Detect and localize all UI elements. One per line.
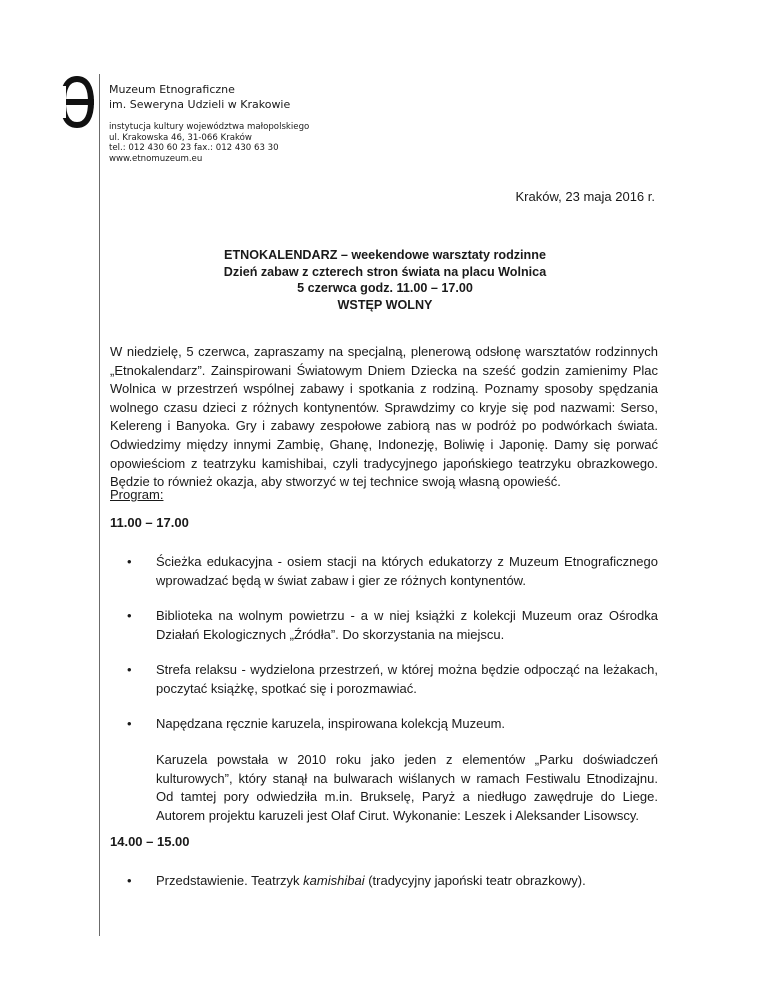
list-item-text: Napędzana ręcznie karuzela, inspirowana kolekcją Muzeum.	[156, 716, 506, 731]
text-segment: (tradycyjny japoński teatr obrazkowy).	[364, 873, 586, 888]
document-title	[110, 247, 660, 313]
text-segment: Przedstawienie. Teatrzyk	[156, 873, 304, 888]
title-line2: Dzień zabaw z czterech stron świata na placu Wolnica	[223, 264, 547, 279]
list-item-text: Strefa relaksu - wydzielona przestrzeń, w której można będzie odpocząć na leżakach, poczytać książkę, spotkać się i porozmawiać.	[156, 662, 658, 696]
document-date: Kraków, 23 maja 2016 r.	[515, 189, 655, 204]
list-item-text: Ścieżka edukacyjna - osiem stacji na których edukatorzy z Muzeum Etnograficznego wprowadzać będą w świat zabaw i gier ze różnych kontynentów.	[156, 554, 658, 588]
list-item	[110, 872, 658, 891]
list-item	[110, 607, 658, 644]
institution-line: instytucja kultury województwa małopolskiego	[109, 122, 310, 132]
title-line4: WSTĘP WOLNY	[337, 297, 433, 312]
website-line: www.etnomuzeum.eu	[109, 153, 203, 164]
bullet: •	[127, 554, 132, 569]
list-item	[110, 715, 658, 734]
phone-fax-line: tel.: 012 430 60 23 fax.: 012 430 63 30	[109, 143, 279, 154]
museum-contact-info	[109, 122, 309, 164]
address-line: ul. Krakowska 46, 31-066 Kraków	[109, 132, 252, 143]
bullet: •	[127, 662, 132, 677]
title-line3: 5 czerwca godz. 11.00 – 17.00	[297, 281, 473, 295]
museum-e-logo-icon	[60, 76, 94, 128]
museum-name	[109, 82, 290, 112]
bullet: •	[127, 716, 132, 731]
time-block-1: 11.00 – 17.00	[110, 515, 189, 530]
intro-paragraph: W niedzielę, 5 czerwca, zapraszamy na specjalną, plenerową odsłonę warsztatów rodzinnych „Etnokalendarz”. Zainspirowani Światowym Dniem Dziecka na sześć godzin zamienimy Plac Wolnica w przestrzeń wspólnej zabawy i spotkania z rodziną. Poznamy sposoby spędzania wolnego czasu dzieci z różnych kontynentów. Sprawdzimy co kryje się pod nazwami: Serso, Kelereng i Banyoka. Gry i zabawy zespołowe zabiorą nas w podróż po podwórkach świata. Odwiedzimy między innymi Zambię, Ghanę, Indonezję, Boliwię i Japonię. Damy się porwać opowieściom z teatrzyku kamishibai, czyli tradycyjnego japońskiego teatrzyku obrazkowego. Będzie to również okazja, aby stworzyć w tej technice swoją własną opowieść.	[110, 344, 658, 490]
carousel-note: Karuzela powstała w 2010 roku jako jeden z elementów „Parku doświadczeń kulturowych”, który stanął na bulwarach wiślanych w ramach Festiwalu Etnodizajnu. Od tamtej pory odwiedziła m.in. Brukselę, Paryż a niedługo zawędruje do Liege. Autorem projektu karuzeli jest Olaf Cirut. Wykonanie: Leszek i Aleksander Lisowscy.	[156, 752, 658, 823]
kamishibai-term: kamishibai	[303, 873, 365, 888]
program-heading: Program:	[110, 487, 164, 502]
list-item	[110, 553, 658, 590]
museum-name-line2: im. Seweryna Udzieli w Krakowie	[109, 98, 291, 111]
museum-name-line1: Muzeum Etnograficzne	[109, 83, 235, 96]
list-item	[110, 661, 658, 698]
bullet: •	[127, 873, 132, 888]
list-item-text: Biblioteka na wolnym powietrzu - a w niej książki z kolekcji Muzeum oraz Ośrodka Działań Ekologicznych „Źródła”. Do skorzystania na miejscu.	[156, 608, 658, 642]
header-divider-line	[99, 74, 100, 936]
bullet: •	[127, 608, 132, 623]
list-item-text	[156, 872, 658, 891]
time-block-2: 14.00 – 15.00	[110, 834, 190, 849]
title-line1: ETNOKALENDARZ – weekendowe warsztaty rodzinne	[224, 248, 546, 262]
